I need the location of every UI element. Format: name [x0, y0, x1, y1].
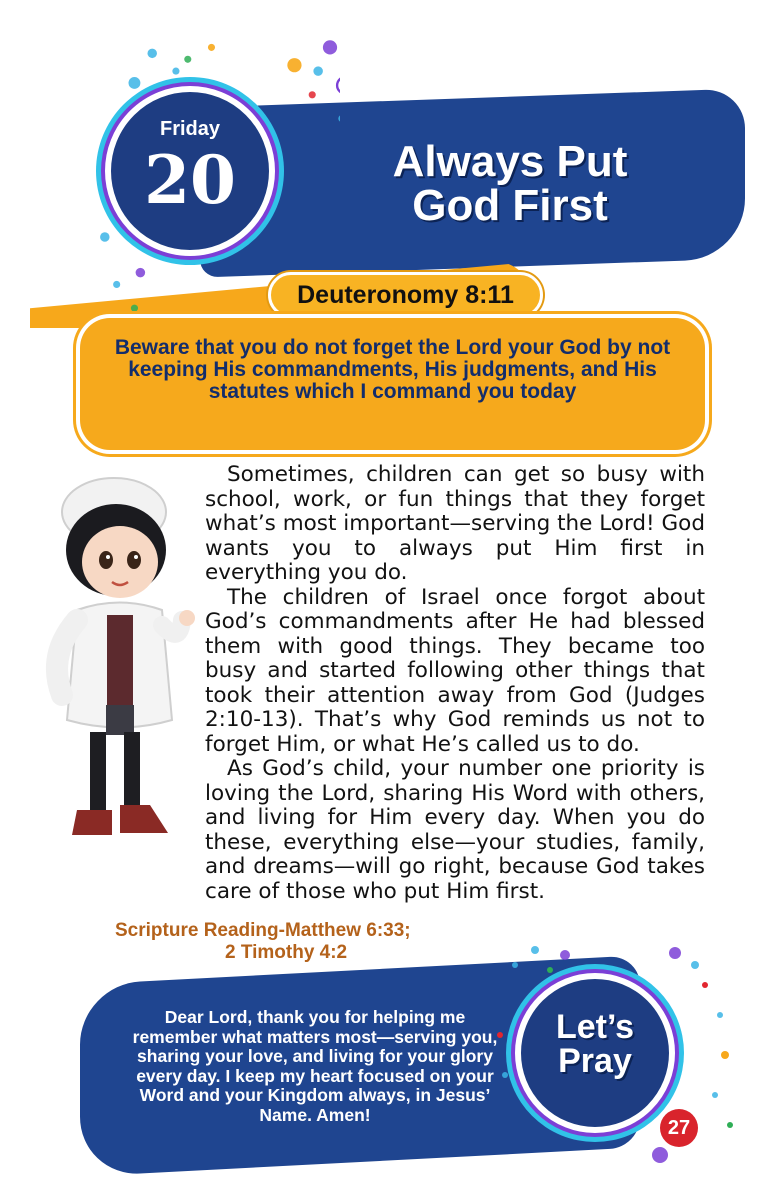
body-paragraph-1: Sometimes, children can get so busy with school, work, or fun things that they forget what’s most important—serving the Lord! God wants you to always put Him first in everything you do.	[205, 462, 705, 585]
memory-verse: Beware that you do not forget the Lord your God by not keeping His commandments, His judgments, and His statutes which I command you today	[114, 336, 671, 403]
body-paragraph-3: As God’s child, your number one priority is loving the Lord, sharing His Word with others, and living for Him every day. When you do these, everything else—your studies, family, and dreams—will go right, because God takes care of those who put Him first.	[205, 756, 705, 904]
prayer-text: Dear Lord, thank you for helping me remember what matters most—serving you, sharing your love, and living for your glory every day. I keep my heart focused on your Word and your Kingdom always, in Jesus’ Name. Amen!	[132, 1007, 498, 1125]
title-line-2: God First	[412, 181, 608, 230]
day-number: 20	[144, 141, 236, 219]
pray-badge	[475, 925, 755, 1175]
scripture-reference: Deuteronomy 8:11	[268, 272, 543, 318]
body-paragraph-2: The children of Israel once forgot about God’s commandments after He had blessed them with good things. They became too busy and started following other things that took their attention away from God (Judges 2:10-13). That’s why God reminds us not to forget Him, or what He’s called us to do.	[205, 584, 705, 757]
page-title	[345, 137, 675, 230]
reading-line-1: Scripture Reading-Matthew 6:33;	[115, 920, 411, 941]
lets-pray-line-2: Pray	[558, 1042, 632, 1080]
devotional-body	[205, 463, 705, 904]
lets-pray-label	[515, 1010, 675, 1078]
lets-pray-line-1: Let’s	[555, 1008, 635, 1046]
day-name: Friday	[159, 118, 221, 140]
title-line-1: Always Put	[392, 137, 628, 186]
page-number: 27	[660, 1109, 698, 1147]
reading-line-2: 2 Timothy 4:2	[225, 942, 348, 963]
girl-illustration	[22, 470, 202, 870]
scripture-reading	[115, 920, 515, 964]
